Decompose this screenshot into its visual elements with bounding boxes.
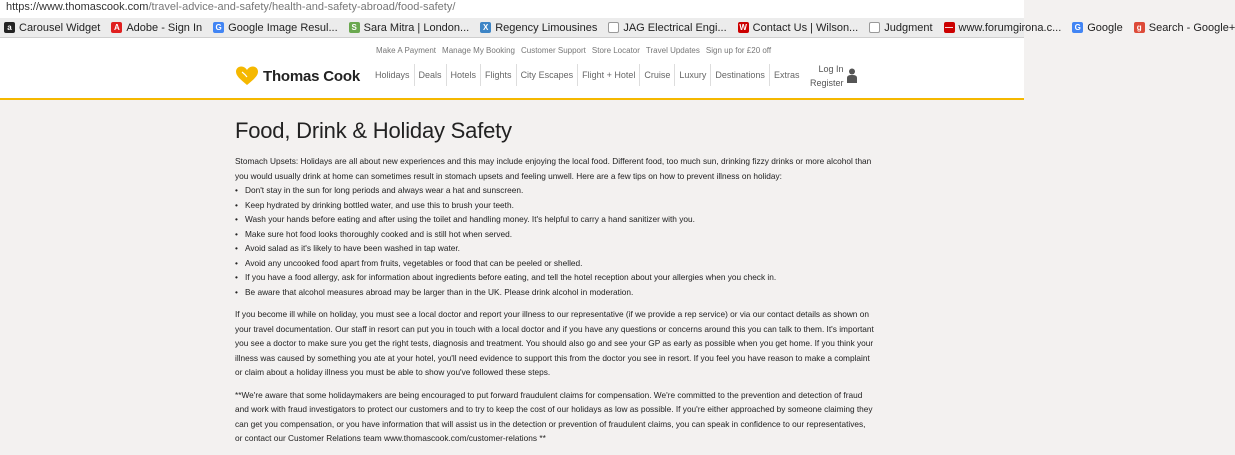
tip-item: • Avoid salad as it's likely to have been washed in tap water. xyxy=(235,241,875,256)
nav-item[interactable]: Flights xyxy=(480,64,516,86)
sm-icon: S xyxy=(349,22,360,33)
bookmark-label: Regency Limousines xyxy=(495,21,598,34)
bookmark-item[interactable] xyxy=(738,22,859,34)
bookmarks-bar xyxy=(0,18,1235,38)
sunny-heart-icon xyxy=(235,66,259,86)
utility-link[interactable]: Manage My Booking xyxy=(442,46,515,55)
google-plus-icon: g xyxy=(1134,22,1145,33)
nav-item[interactable]: Deals xyxy=(414,64,446,86)
utility-links xyxy=(376,46,777,55)
tip-item: • If you have a food allergy, ask for information about ingredients before eating, and tell the hotel reception about your allergies when you check in. xyxy=(235,270,875,285)
utility-link[interactable]: Sign up for £20 off xyxy=(705,46,772,55)
bookmark-item[interactable] xyxy=(111,22,202,34)
bookmark-item[interactable] xyxy=(1134,22,1235,34)
tip-item: • Make sure hot food looks thoroughly cooked and is still hot when served. xyxy=(235,227,875,242)
person-icon[interactable] xyxy=(847,68,857,83)
google-icon: G xyxy=(1072,22,1083,33)
site-header xyxy=(0,38,1024,100)
utility-link[interactable]: Travel Updates xyxy=(645,46,700,55)
bookmark-label: Google Image Resul... xyxy=(228,21,338,34)
tip-item: • Wash your hands before eating and after using the toilet and handling money. It's helpful to carry a hand sanitizer with you. xyxy=(235,212,875,227)
bookmark-label: Contact Us | Wilson... xyxy=(752,21,859,34)
tips-list xyxy=(235,183,875,299)
logo-text: Thomas Cook xyxy=(263,67,360,85)
register-link[interactable]: Register xyxy=(810,78,844,88)
bookmark-label: JAG Electrical Engi... xyxy=(623,21,727,34)
utility-link[interactable]: Store Locator xyxy=(591,46,640,55)
bookmark-item[interactable] xyxy=(4,22,100,34)
nav-item[interactable]: Cruise xyxy=(639,64,674,86)
amazon-icon: a xyxy=(4,22,15,33)
bookmark-item[interactable] xyxy=(944,22,1062,34)
main-nav xyxy=(371,64,803,86)
bookmark-label: Search - Google+ xyxy=(1148,21,1235,34)
page-icon xyxy=(608,22,619,33)
google-icon: G xyxy=(213,22,224,33)
utility-link[interactable]: Customer Support xyxy=(520,46,586,55)
nav-item[interactable]: Destinations xyxy=(710,64,769,86)
nav-item[interactable]: Flight + Hotel xyxy=(577,64,639,86)
bookmark-label: Google xyxy=(1087,21,1123,34)
bookmark-label: Adobe - Sign In xyxy=(126,21,203,34)
bookmark-item[interactable] xyxy=(608,22,726,34)
bookmark-label: Judgment xyxy=(884,21,933,34)
page-title: Food, Drink & Holiday Safety xyxy=(235,118,512,143)
nav-item[interactable]: Extras xyxy=(769,64,804,86)
page-icon xyxy=(869,22,880,33)
tip-item: • Be aware that alcohol measures abroad may be larger than in the UK. Please drink alcohol in moderation. xyxy=(235,285,875,300)
x-icon: X xyxy=(480,22,491,33)
bookmark-label: Carousel Widget xyxy=(19,21,101,34)
url-path: /travel-advice-and-safety/health-and-safety-abroad/food-safety/ xyxy=(148,1,456,13)
wilson-icon: W xyxy=(739,23,747,32)
bookmark-item[interactable] xyxy=(349,22,470,34)
article xyxy=(235,118,875,454)
illness-paragraph: If you become ill while on holiday, you must see a local doctor and report your illness to our representative (if we provide a rep service) or via our contact details as shown on your travel documentation. Our staff in resort can put you in touch with a local doctor and if you have any questions or concerns around this you can talk to them. It's important you see a doctor to make sure you get the right tests, diagnosis and treatment. You should also go and see your GP as early as possible when you get home. If you think your illness was caused by something you ate at your hotel, you'll need evidence to support this from the doctor you see in resort. If you feel you have reason to make a complaint or claim about a holiday illness you must be able to show you've followed these steps. xyxy=(235,309,874,377)
address-bar[interactable] xyxy=(0,0,1024,18)
bookmark-item[interactable] xyxy=(869,22,932,34)
nav-item[interactable]: City Escapes xyxy=(516,64,578,86)
bookmark-label: www.forumgirona.c... xyxy=(958,21,1062,34)
adobe-icon: A xyxy=(111,22,122,33)
tip-item: • Avoid any uncooked food apart from fruits, vegetables or food that can be peeled or shelled. xyxy=(235,256,875,271)
url-host: https://www.thomascook.com xyxy=(6,1,149,13)
forum-icon: — xyxy=(945,23,954,32)
nav-item[interactable]: Holidays xyxy=(375,70,410,80)
nav-item[interactable]: Hotels xyxy=(446,64,481,86)
utility-link[interactable]: Make A Payment xyxy=(376,46,437,55)
nav-item[interactable]: Luxury xyxy=(674,64,710,86)
tip-item: • Don't stay in the sun for long periods and always wear a hat and sunscreen. xyxy=(235,183,875,198)
bookmark-item[interactable] xyxy=(480,22,597,34)
intro-paragraph: Stomach Upsets: Holidays are all about new experiences and this may include enjoying the local food. Different food, too much sun, drinking fizzy drinks or more alcohol than you would usually drink at home can sometimes result in stomach upsets and feeling unwell. Here are a few tips on how to prevent illness on holiday: xyxy=(235,156,872,181)
fraud-paragraph: **We're aware that some holidaymakers are being encouraged to put forward fraudulent claims for compensation. We're committed to the prevention and detection of fraud and work with fraud investigators to protect our customers and to try to keep the cost of our holidays as low as possible. If you're either approached by someone claiming they can get you compensation, or you have information that will assist us in the detection or prevention of fraudulent claims, you can speak in confidence to our representatives, or contact our Customer Relations team www.thomascook.com/customer-relations ** xyxy=(235,389,873,443)
bookmark-label: Sara Mitra | London... xyxy=(363,21,470,34)
account-links xyxy=(810,62,844,90)
tip-item: • Keep hydrated by drinking bottled water, and use this to brush your teeth. xyxy=(235,198,875,213)
login-link[interactable]: Log In xyxy=(818,64,844,74)
bookmark-item[interactable] xyxy=(1072,22,1122,34)
thomas-cook-logo[interactable] xyxy=(235,66,360,86)
bookmark-item[interactable] xyxy=(213,22,337,34)
